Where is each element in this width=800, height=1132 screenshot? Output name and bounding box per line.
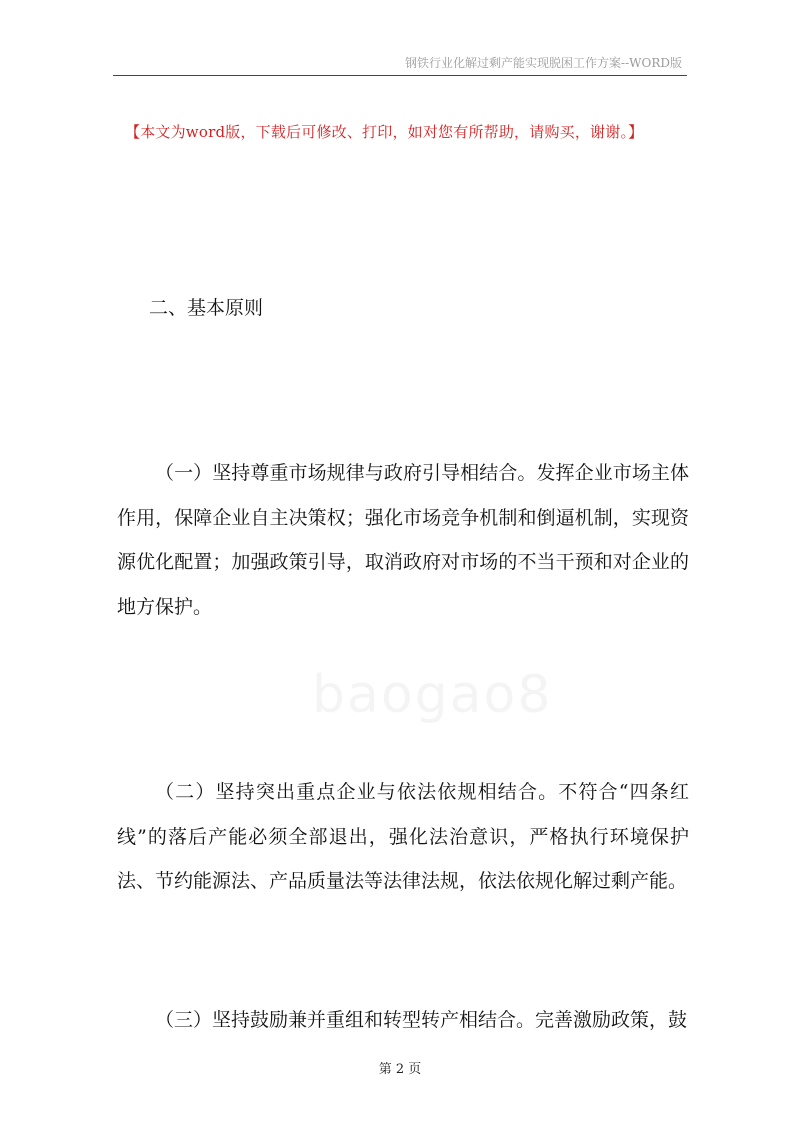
paragraph-principle-3: （三）坚持鼓励兼并重组和转型转产相结合。完善激励政策，鼓 [155, 1009, 688, 1031]
download-notice: 【本文为word版，下载后可修改、打印，如对您有所帮助，请购买，谢谢。】 [125, 123, 644, 141]
paragraph-principle-2: （二）坚持突出重点企业与依法依规相结合。不符合“四条红线”的落后产能必须全部退出，强化法治意识，严格执行环境保护法、节约能源法、产品质量法等法律法规，依法依规化解过剩产能。 [117, 781, 689, 892]
running-header: 钢铁行业化解过剩产能实现脱困工作方案--WORD版 [405, 56, 682, 70]
watermark [312, 665, 552, 725]
paragraph-principle-1: （一）坚持尊重市场规律与政府引导相结合。发挥企业市场主体作用，保障企业自主决策权；强化市场竞争机制和倒逼机制，实现资源优化配置；加强政策引导，取消政府对市场的不当干预和对企业的地方保护。 [117, 462, 689, 618]
page-number: 第 2 页 [378, 1062, 422, 1077]
header-divider [113, 75, 687, 76]
section-heading: 二、基本原则 [149, 297, 264, 319]
